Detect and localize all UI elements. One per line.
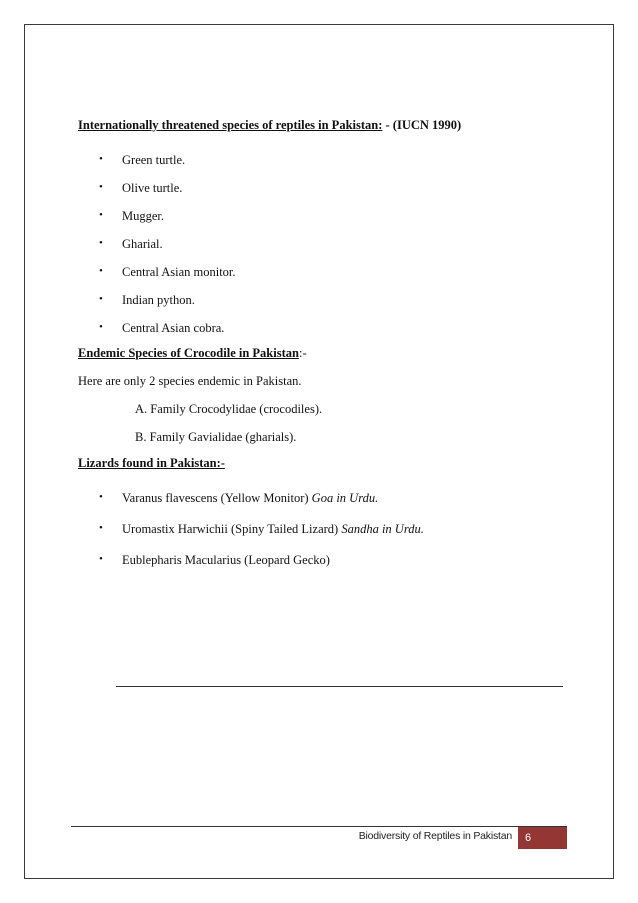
- list-item: • Central Asian cobra.: [99, 321, 225, 335]
- list-item: • Mugger.: [99, 209, 165, 223]
- bullet-icon: •: [99, 321, 103, 333]
- endemic-crocodile-heading: Endemic Species of Crocodile in Pakistan:-: [78, 346, 307, 360]
- lizards-list: [78, 491, 578, 568]
- list-item: B. Family Gavialidae (gharials).: [135, 430, 297, 444]
- footer-title: Biodiversity of Reptiles in Pakistan: [358, 830, 512, 842]
- endemic-family-list: [78, 402, 578, 445]
- list-item: • Eublepharis Macularius (Leopard Gecko): [99, 553, 330, 567]
- list-item: • Gharial.: [99, 237, 163, 251]
- list-item: • Green turtle.: [99, 153, 186, 167]
- bullet-icon: •: [99, 553, 103, 565]
- list-item: A. Family Crocodylidae (crocodiles).: [135, 402, 323, 416]
- bullet-icon: •: [99, 209, 103, 221]
- bullet-icon: •: [99, 522, 103, 534]
- threatened-species-heading: Internationally threatened species of reptiles in Pakistan: - (IUCN 1990): [78, 118, 462, 132]
- lizards-heading: Lizards found in Pakistan:-: [78, 456, 225, 470]
- bullet-icon: •: [99, 153, 103, 165]
- list-item: • Uromastix Harwichii (Spiny Tailed Lizard) Sandha in Urdu.: [99, 522, 424, 536]
- endemic-intro: Here are only 2 species endemic in Pakistan.: [78, 374, 302, 388]
- list-item: • Varanus flavescens (Yellow Monitor) Goa in Urdu.: [99, 491, 379, 505]
- bullet-icon: •: [99, 293, 103, 305]
- list-item: • Olive turtle.: [99, 181, 183, 195]
- bullet-icon: •: [99, 237, 103, 249]
- page-number-badge: 6: [518, 827, 567, 849]
- footer-rule: [71, 826, 567, 827]
- bullet-icon: •: [99, 181, 103, 193]
- bullet-icon: •: [99, 491, 103, 503]
- document-body: [78, 118, 578, 568]
- list-item: • Indian python.: [99, 293, 195, 307]
- separator-line: [116, 686, 563, 687]
- list-item: • Central Asian monitor.: [99, 265, 236, 279]
- bullet-icon: •: [99, 265, 103, 277]
- threatened-species-list: [78, 153, 578, 336]
